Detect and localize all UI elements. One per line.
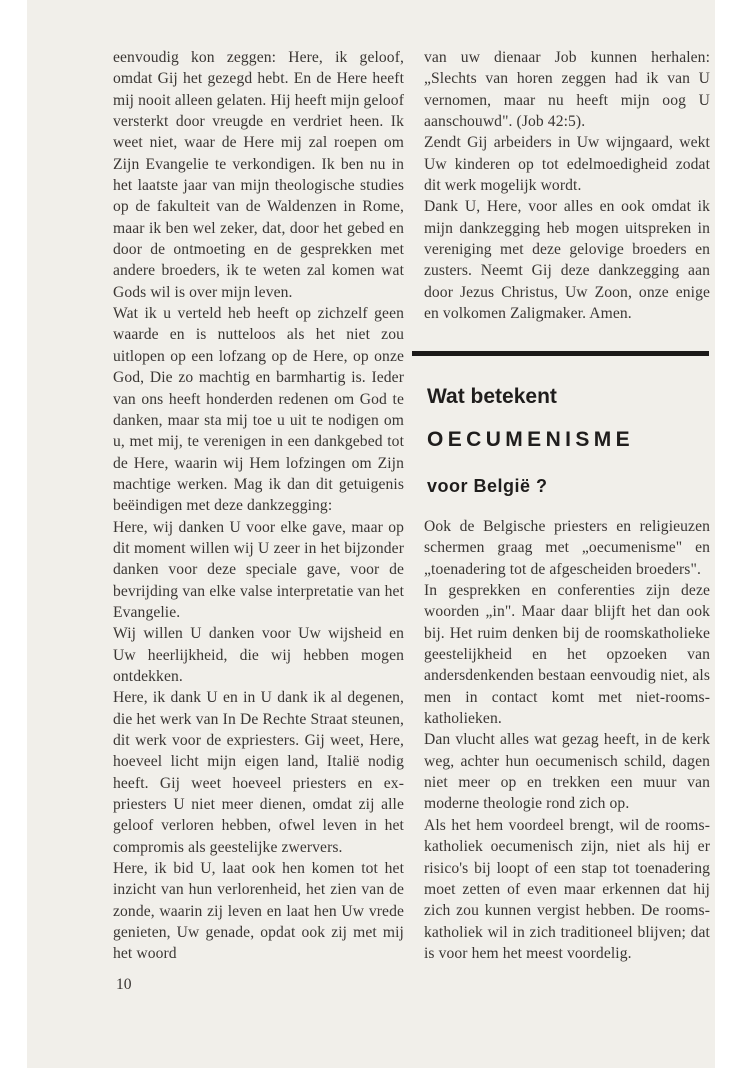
magazine-page (27, 0, 715, 1068)
article-heading-line-1: Wat betekent (427, 385, 557, 408)
right-text-column-top (424, 47, 710, 324)
paragraph: Dan vlucht alles wat gezag heeft, in de kerk weg, achter hun oecumenisch schild, dagen niet meer op en trekken een muur van moderne theologie rond zich op. (424, 731, 710, 813)
paragraph: van uw dienaar Job kunnen herhalen: „Slechts van horen zeggen had ik van U vernomen, maar nu heeft mijn oog U aanschouwd". (Job 42:5). (424, 49, 710, 131)
paragraph: In gesprekken en conferenties zijn deze woorden „in". Maar daar blijft het dan ook bij. Het ruim denken bij de roomskatholieke geestelijkheid en het opzoeken van andersdenkenden bestaan eenvoudig niet, als men in contact komt met niet-rooms-katholieken. (424, 582, 710, 728)
paragraph: Ook de Belgische priesters en religieuzen schermen graag met „oecumenisme" en „toenadering tot de afgescheiden broeders". (424, 518, 710, 578)
left-text-column (113, 47, 404, 965)
article-heading-line-3: voor België ? (427, 476, 548, 496)
paragraph: Wat ik u verteld heb heeft op zichzelf geen waarde en is nutteloos als het niet zou uitlopen op een lofzang op de Here, op onze God, Die zo machtig en barmhartig is. Ieder van ons heeft honderden redenen om God te danken, maar sta mij toe u uit te nodigen om u, met mij, te verenigen in een dankgebed tot de Here, waarin wij Hem lofzingen om Zijn machtige werken. Mag ik dan dit getuigenis beëindigen met deze dankzegging: (113, 305, 404, 515)
paragraph: Here, ik dank U en in U dank ik al degenen, die het werk van In De Rechte Straat steunen, dit werk voor de expriesters. Gij weet, Here, hoeveel licht mijn eigen land, Italië nodig heeft. Gij weet hoeveel priesters en ex-priesters U niet meer dienen, omdat zij alle geloof verloren hebben, ofwel leven in het compromis als geestelijke zwervers. (113, 689, 404, 856)
paragraph: eenvoudig kon zeggen: Here, ik geloof, omdat Gij het gezegd hebt. En de Here heeft mij nooit alleen gelaten. Hij heeft mijn geloof versterkt door vreugde en verdriet heen. Ik weet niet, waar de Here mij zal roepen om Zijn Evangelie te verkondigen. Ik ben nu in het laatste jaar van mijn theologische studies op de fakulteit van de Waldenzen in Rome, maar ik ben wel zeker, dat, door het gebed en door de ontmoeting en de gesprekken met andere broeders, ik te weten zal komen wat Gods wil is over mijn leven. (113, 49, 404, 301)
paragraph: Zendt Gij arbeiders in Uw wijngaard, wekt Uw kinderen op tot edelmoedigheid zodat dit werk mogelijk wordt. (424, 134, 710, 195)
article-heading-line-2: OECUMENISME (427, 428, 635, 451)
section-divider-rule (412, 351, 709, 356)
paragraph: Here, ik bid U, laat ook hen komen tot het inzicht van hun verlorenheid, het zien van de zonde, waarin zij leven en laat hen Uw vrede genieten, Uw genade, opdat ook zij met mij het woord (113, 860, 404, 963)
right-text-column-article (424, 516, 710, 964)
paragraph: Dank U, Here, voor alles en ook omdat ik mijn dankzegging heb mogen uitspreken in vereniging met deze gelovige broeders en zusters. Neemt Gij deze dankzegging aan door Jezus Christus, Uw Zoon, onze enige en volkomen Zaligmaker. Amen. (424, 198, 710, 323)
paragraph: Here, wij danken U voor elke gave, maar op dit moment willen wij U zeer in het bijzonder danken voor deze speciale gave, voor de bevrijding van elke valse interpretatie van het Evangelie. (113, 518, 404, 621)
paragraph: Wij willen U danken voor Uw wijsheid en Uw heerlijkheid, die wij hebben mogen ontdekken. (113, 625, 404, 685)
paragraph: Als het hem voordeel brengt, wil de rooms-katholiek oecumenisch zijn, niet als hij er risico's bij loopt of een stap tot toenadering moet zetten of even maar erkennen dat hij zich zou kunnen vergist hebben. De rooms-katholiek wil in zich traditioneel blijven; dat is voor hem het meest voordelig. (424, 816, 710, 962)
page-number: 10 (116, 976, 132, 993)
